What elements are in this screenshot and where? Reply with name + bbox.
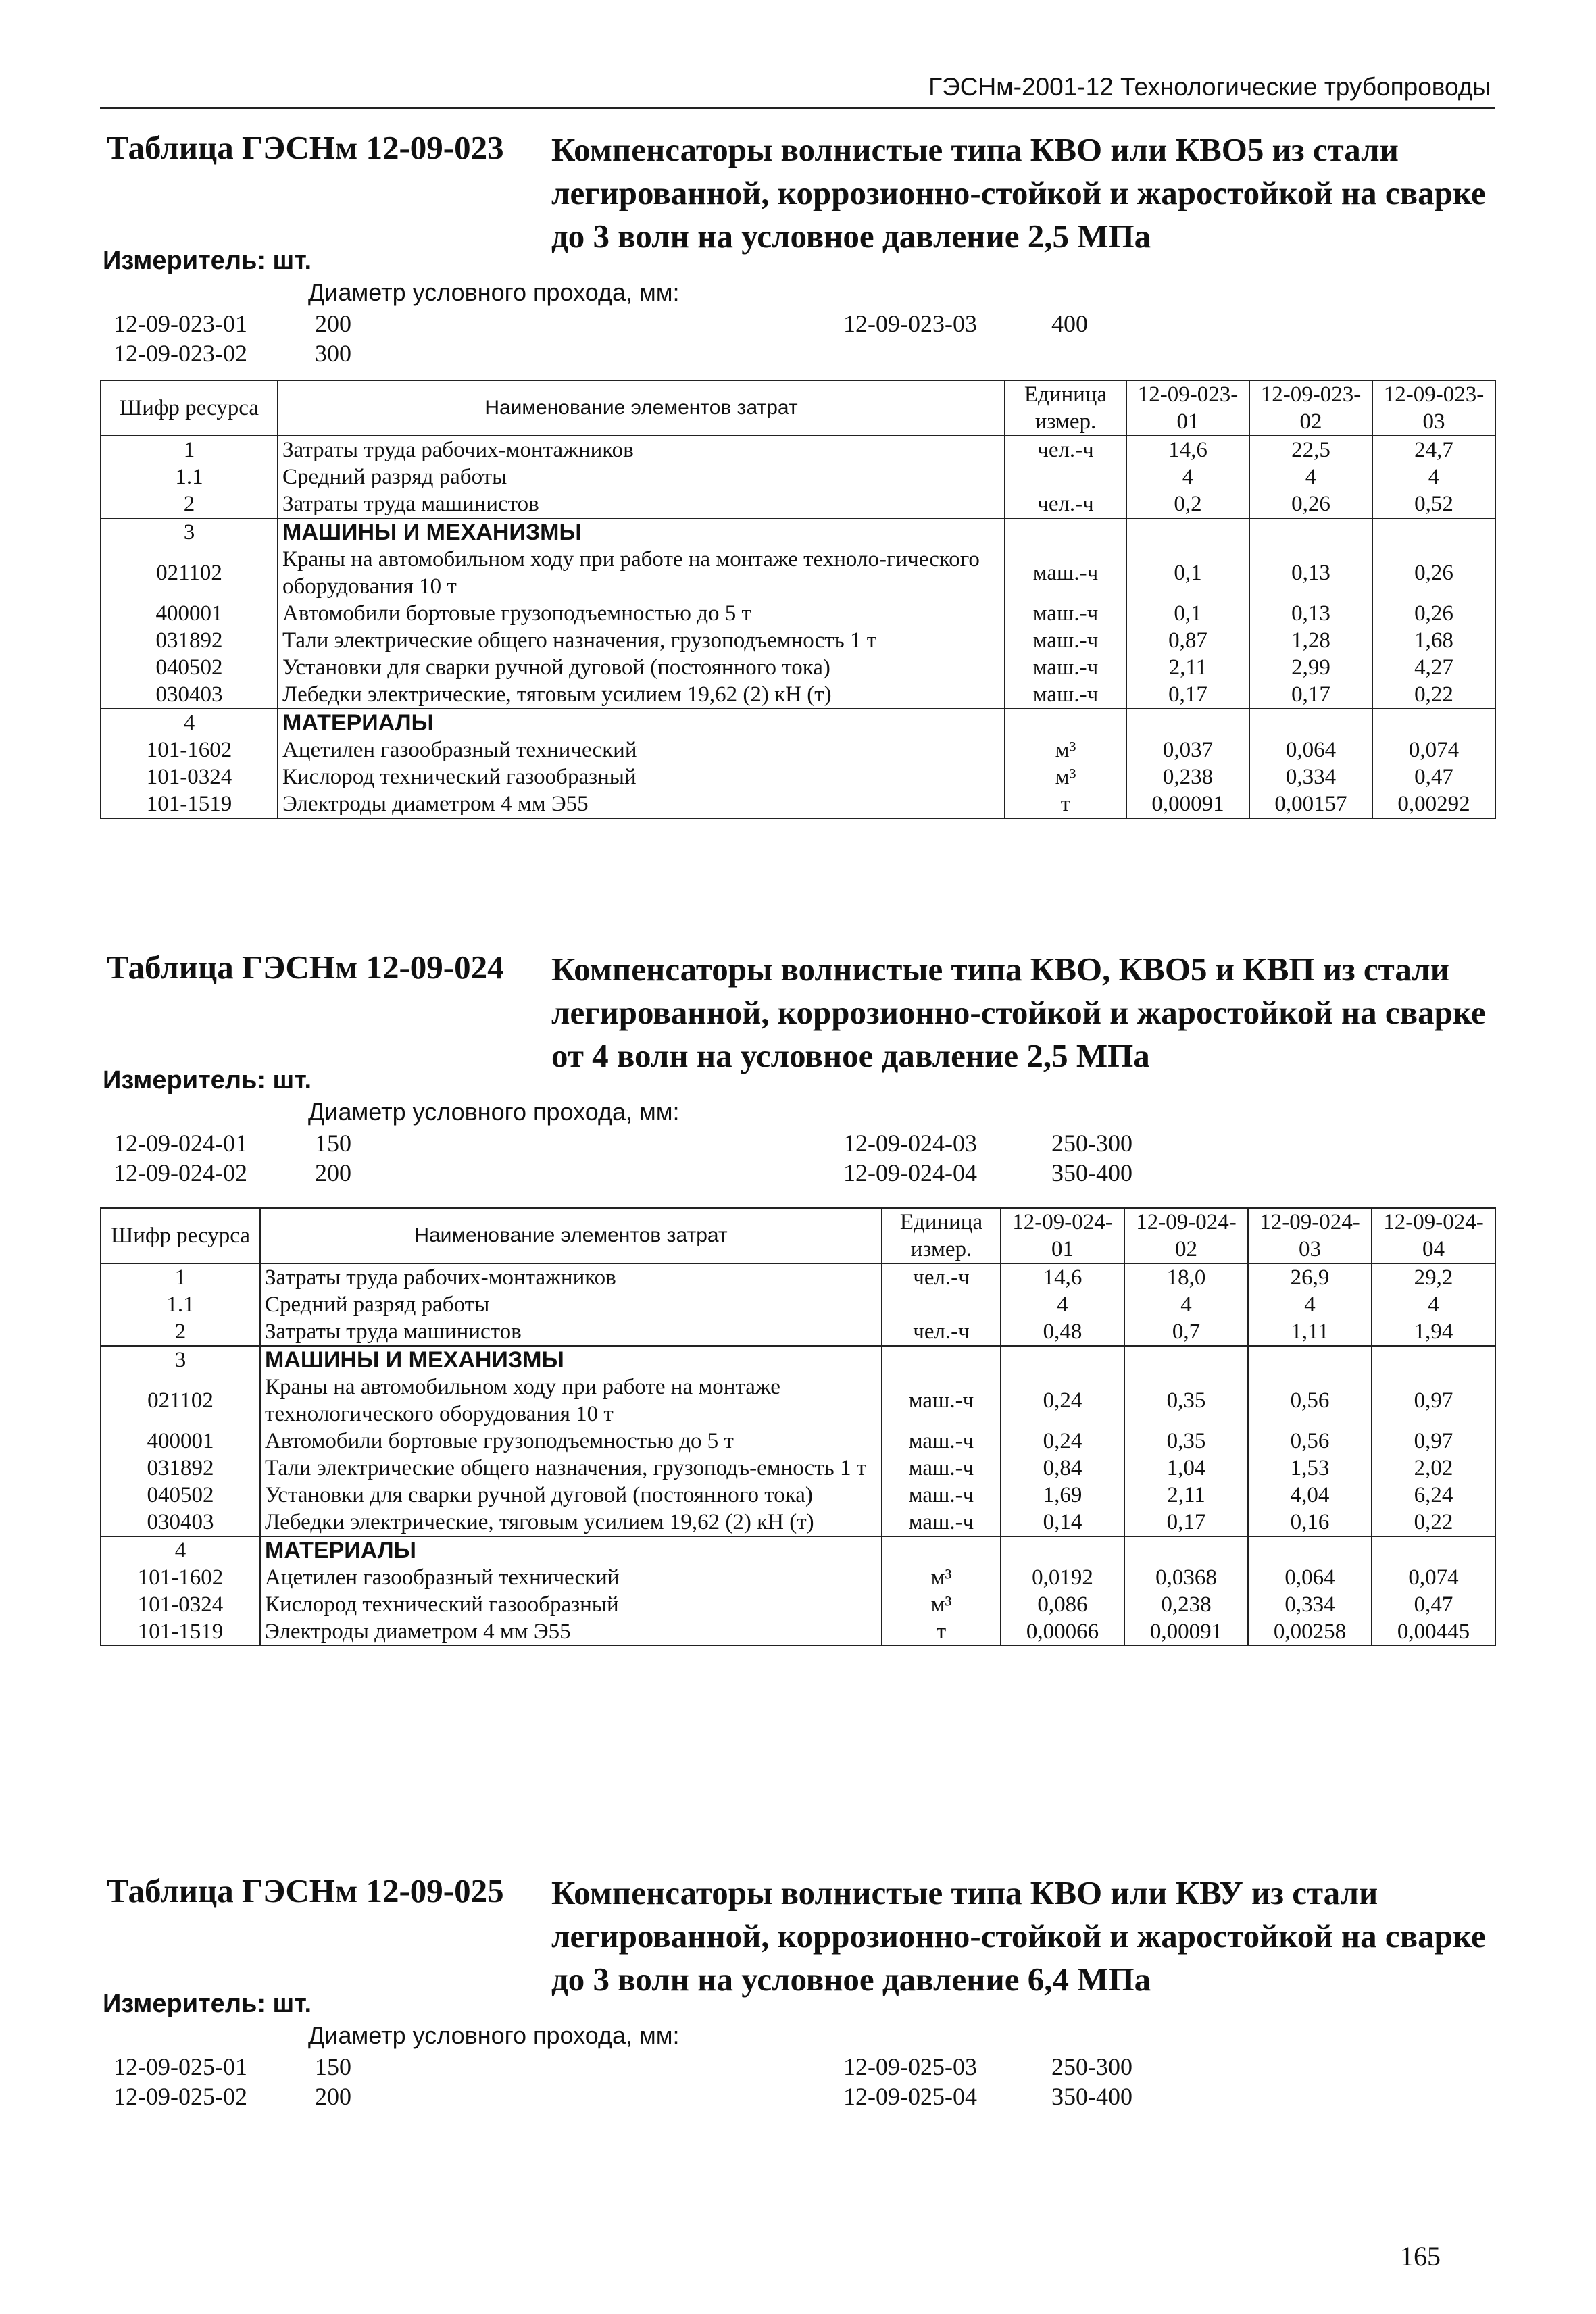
resource-name-cell: Установки для сварки ручной дуговой (постоянного тока) [278,654,1005,681]
norm-value-cell: 4,27 [1372,654,1495,681]
table-row [101,736,1495,763]
norm-value-cell [1001,1346,1124,1374]
table-block-023 [100,128,1495,819]
norm-value-cell: 0,56 [1248,1374,1372,1428]
diameter-value: 150 [315,2053,351,2080]
diameter-value: 350-400 [1051,2083,1132,2110]
resource-code-cell: 4 [101,1536,260,1564]
col-header-code: Шифр ресурса [101,380,278,436]
resource-name-cell: Лебедки электрические, тяговым усилием 19,62 (2) кН (т) [278,681,1005,709]
table-row [101,1428,1495,1455]
diameter-heading: Диаметр условного прохода, мм: [308,2021,680,2049]
unit-cell: маш.-ч [1005,681,1126,709]
unit-cell: т [882,1618,1001,1646]
table-caption: Компенсаторы волнистые типа КВО, КВО5 и КВП из стали легированной, коррозионно-стойкой и жаростойкой на сварке от 4 волн на условное давление 2,5 МПа [551,951,1486,1074]
diameter-code: 12-09-024-03 [843,1130,977,1157]
norm-value-cell: 0,064 [1249,736,1372,763]
diameter-code: 12-09-025-02 [114,2083,247,2110]
table-row [101,763,1495,790]
unit-cell [882,1291,1001,1318]
norm-value-cell: 0,16 [1248,1509,1372,1536]
resource-name-cell: Краны на автомобильном ходу при работе на монтаже техноло-гического оборудования 10 т [278,546,1005,600]
unit-cell: маш.-ч [882,1374,1001,1428]
table-row [101,600,1495,627]
resource-code-cell: 030403 [101,1509,260,1536]
diameter-list [100,278,1495,380]
norm-value-cell: 2,02 [1372,1455,1495,1482]
unit-cell: чел.-ч [882,1263,1001,1291]
resource-name-cell: Затраты труда машинистов [278,491,1005,518]
norm-value-cell: 1,53 [1248,1455,1372,1482]
norm-value-cell: 4 [1001,1291,1124,1318]
col-header-norm: 12-09-023-01 [1126,380,1249,436]
diameter-code: 12-09-025-04 [843,2083,977,2110]
resource-code-cell: 101-1602 [101,736,278,763]
unit-cell: чел.-ч [882,1318,1001,1346]
section-row [101,518,1495,546]
norm-value-cell: 22,5 [1249,436,1372,463]
section-row [101,1346,1495,1374]
resource-code-cell: 1.1 [101,1291,260,1318]
resource-table [100,380,1496,819]
resource-name-cell: Затраты труда рабочих-монтажников [260,1263,882,1291]
norm-value-cell: 0,00091 [1126,790,1249,818]
norm-value-cell: 0,1 [1126,600,1249,627]
table-row [101,1509,1495,1536]
norm-value-cell: 0,97 [1372,1428,1495,1455]
table-row [101,1564,1495,1591]
resource-name-cell: Автомобили бортовые грузоподъемностью до 5 т [278,600,1005,627]
diameter-code: 12-09-024-02 [114,1159,247,1186]
table-row [101,627,1495,654]
unit-cell: чел.-ч [1005,436,1126,463]
norm-value-cell: 4,04 [1248,1482,1372,1509]
norm-value-cell: 0,13 [1249,546,1372,600]
unit-cell [1005,518,1126,546]
table-row [101,654,1495,681]
norm-value-cell: 6,24 [1372,1482,1495,1509]
resource-name-cell: Тали электрические общего назначения, грузоподъ-емность 1 т [260,1455,882,1482]
norm-value-cell: 0,35 [1124,1374,1248,1428]
norm-value-cell: 0,14 [1001,1509,1124,1536]
diameter-code: 12-09-024-04 [843,1159,977,1186]
norm-value-cell [1248,1536,1372,1564]
norm-value-cell: 1,69 [1001,1482,1124,1509]
section-row [101,1536,1495,1564]
norm-value-cell: 4 [1248,1291,1372,1318]
resource-name-cell: Краны на автомобильном ходу при работе на монтаже технологического оборудования 10 т [260,1374,882,1428]
resource-code-cell: 1.1 [101,463,278,491]
diameter-list [100,2021,1495,2116]
unit-cell [882,1346,1001,1374]
norm-value-cell: 0,22 [1372,681,1495,709]
norm-value-cell: 0,26 [1249,491,1372,518]
unit-cell: м³ [1005,736,1126,763]
table-row [101,491,1495,518]
table-title [100,128,1495,255]
unit-cell: маш.-ч [882,1509,1001,1536]
norm-value-cell [1124,1346,1248,1374]
col-header-norm: 12-09-024-01 [1001,1208,1124,1263]
col-header-unit: Единица измер. [882,1208,1001,1263]
norm-value-cell: 0,13 [1249,600,1372,627]
resource-table [100,1207,1496,1646]
measurer-label: Измеритель: шт. [103,247,312,275]
resource-code-cell: 400001 [101,600,278,627]
unit-cell: т [1005,790,1126,818]
resource-name-cell: Затраты труда рабочих-монтажников [278,436,1005,463]
running-header-text: ГЭСНм-2001-12 Технологические трубопроводы [928,73,1491,101]
table-body [101,1263,1495,1646]
norm-value-cell: 0,238 [1124,1591,1248,1618]
diameter-code: 12-09-023-02 [114,340,247,367]
resource-code-cell: 101-1602 [101,1564,260,1591]
norm-value-cell: 0,17 [1249,681,1372,709]
norm-value-cell: 0,97 [1372,1374,1495,1428]
resource-code-cell: 1 [101,436,278,463]
resource-name-cell: Установки для сварки ручной дуговой (постоянного тока) [260,1482,882,1509]
resource-code-cell: 021102 [101,1374,260,1428]
norm-value-cell: 4 [1372,463,1495,491]
norm-value-cell: 0,48 [1001,1318,1124,1346]
running-header [100,70,1495,109]
resource-name-cell: МАТЕРИАЛЫ [260,1536,882,1564]
resource-code-cell: 031892 [101,627,278,654]
resource-code-cell: 101-0324 [101,1591,260,1618]
norm-value-cell: 1,68 [1372,627,1495,654]
diameter-heading: Диаметр условного прохода, мм: [308,278,680,306]
norm-value-cell: 1,28 [1249,627,1372,654]
norm-value-cell: 2,11 [1126,654,1249,681]
norm-value-cell: 0,238 [1126,763,1249,790]
table-label: Таблица ГЭСНм 12-09-024 [107,949,504,986]
table-row [101,1374,1495,1428]
table-row [101,1291,1495,1318]
diameter-value: 250-300 [1051,1130,1132,1157]
unit-cell: м³ [882,1591,1001,1618]
table-caption: Компенсаторы волнистые типа КВО или КВО5 из стали легированной, коррозионно-стойкой и жаростойкой на сварке до 3 волн на условное давление 2,5 МПа [551,131,1486,255]
table-row [101,1482,1495,1509]
col-header-norm: 12-09-023-02 [1249,380,1372,436]
unit-cell [882,1536,1001,1564]
col-header-norm: 12-09-024-03 [1248,1208,1372,1263]
norm-value-cell: 24,7 [1372,436,1495,463]
table-block-025 [100,1871,1495,2116]
unit-cell: маш.-ч [882,1428,1001,1455]
table-header [101,380,1495,436]
norm-value-cell: 0,334 [1248,1591,1372,1618]
diameter-heading: Диаметр условного прохода, мм: [308,1098,680,1126]
table-row [101,1263,1495,1291]
col-header-norm: 12-09-024-04 [1372,1208,1495,1263]
resource-name-cell: Автомобили бортовые грузоподъемностью до 5 т [260,1428,882,1455]
norm-value-cell: 0,47 [1372,1591,1495,1618]
diameter-code: 12-09-023-01 [114,310,247,337]
norm-value-cell: 0,00157 [1249,790,1372,818]
norm-value-cell: 18,0 [1124,1263,1248,1291]
table-caption: Компенсаторы волнистые типа КВО или КВУ из стали легированной, коррозионно-стойкой и жаростойкой на сварке до 3 волн на условное давление 6,4 МПа [551,1874,1486,1998]
resource-name-cell: Средний разряд работы [260,1291,882,1318]
table-label: Таблица ГЭСНм 12-09-025 [107,1872,504,1909]
norm-value-cell: 0,22 [1372,1509,1495,1536]
table-row [101,546,1495,600]
col-header-name: Наименование элементов затрат [260,1208,882,1263]
resource-name-cell: Кислород технический газообразный [278,763,1005,790]
norm-value-cell [1124,1536,1248,1564]
diameter-value: 400 [1051,310,1088,337]
resource-code-cell: 021102 [101,546,278,600]
norm-value-cell: 0,56 [1248,1428,1372,1455]
resource-code-cell: 1 [101,1263,260,1291]
resource-code-cell: 400001 [101,1428,260,1455]
resource-code-cell: 3 [101,518,278,546]
norm-value-cell [1126,709,1249,736]
norm-value-cell: 0,84 [1001,1455,1124,1482]
resource-name-cell: Кислород технический газообразный [260,1591,882,1618]
norm-value-cell: 0,47 [1372,763,1495,790]
norm-value-cell: 4 [1124,1291,1248,1318]
resource-name-cell: Электроды диаметром 4 мм Э55 [278,790,1005,818]
norm-value-cell: 0,00445 [1372,1618,1495,1646]
col-header-name: Наименование элементов затрат [278,380,1005,436]
norm-value-cell [1248,1346,1372,1374]
resource-name-cell: Ацетилен газообразный технический [260,1564,882,1591]
table-title [100,1871,1495,1998]
norm-value-cell: 2,99 [1249,654,1372,681]
unit-cell: маш.-ч [882,1482,1001,1509]
norm-value-cell: 0,074 [1372,736,1495,763]
unit-cell [1005,709,1126,736]
norm-value-cell: 0,2 [1126,491,1249,518]
norm-value-cell: 0,00091 [1124,1618,1248,1646]
diameter-value: 250-300 [1051,2053,1132,2080]
unit-cell [1005,463,1126,491]
norm-value-cell: 0,00066 [1001,1618,1124,1646]
norm-value-cell: 0,0368 [1124,1564,1248,1591]
col-header-norm: 12-09-024-02 [1124,1208,1248,1263]
norm-value-cell: 0,074 [1372,1564,1495,1591]
unit-cell: чел.-ч [1005,491,1126,518]
resource-name-cell: Ацетилен газообразный технический [278,736,1005,763]
norm-value-cell: 0,00292 [1372,790,1495,818]
resource-code-cell: 101-1519 [101,790,278,818]
norm-value-cell [1126,518,1249,546]
table-row [101,436,1495,463]
resource-name-cell: МАТЕРИАЛЫ [278,709,1005,736]
norm-value-cell: 0,52 [1372,491,1495,518]
norm-value-cell [1372,709,1495,736]
unit-cell: маш.-ч [882,1455,1001,1482]
norm-value-cell [1372,1346,1495,1374]
norm-value-cell [1001,1536,1124,1564]
norm-value-cell [1249,709,1372,736]
unit-cell: м³ [1005,763,1126,790]
norm-value-cell: 0,064 [1248,1564,1372,1591]
resource-code-cell: 031892 [101,1455,260,1482]
diameter-code: 12-09-025-01 [114,2053,247,2080]
unit-cell: м³ [882,1564,1001,1591]
diameter-value: 200 [315,2083,351,2110]
norm-value-cell: 0,26 [1372,600,1495,627]
norm-value-cell: 4 [1126,463,1249,491]
diameter-value: 150 [315,1130,351,1157]
diameter-code: 12-09-025-03 [843,2053,977,2080]
resource-code-cell: 3 [101,1346,260,1374]
table-row [101,1591,1495,1618]
norm-value-cell: 0,334 [1249,763,1372,790]
resource-code-cell: 2 [101,491,278,518]
resource-name-cell: Затраты труда машинистов [260,1318,882,1346]
col-header-unit: Единица измер. [1005,380,1126,436]
resource-name-cell: Тали электрические общего назначения, грузоподъемность 1 т [278,627,1005,654]
norm-value-cell: 0,086 [1001,1591,1124,1618]
norm-value-cell: 0,00258 [1248,1618,1372,1646]
unit-cell: маш.-ч [1005,627,1126,654]
norm-value-cell: 29,2 [1372,1263,1495,1291]
section-row [101,709,1495,736]
norm-value-cell: 0,87 [1126,627,1249,654]
table-row [101,463,1495,491]
diameter-list [100,1098,1495,1207]
resource-code-cell: 4 [101,709,278,736]
norm-value-cell: 2,11 [1124,1482,1248,1509]
norm-value-cell [1249,518,1372,546]
resource-code-cell: 101-1519 [101,1618,260,1646]
norm-value-cell: 1,11 [1248,1318,1372,1346]
norm-value-cell: 0,7 [1124,1318,1248,1346]
table-row [101,790,1495,818]
col-header-code: Шифр ресурса [101,1208,260,1263]
norm-value-cell: 0,35 [1124,1428,1248,1455]
diameter-code: 12-09-023-03 [843,310,977,337]
table-header [101,1208,1495,1263]
measurer-label: Измеритель: шт. [103,1066,312,1095]
resource-code-cell: 030403 [101,681,278,709]
norm-value-cell: 0,17 [1126,681,1249,709]
table-row [101,681,1495,709]
resource-name-cell: Лебедки электрические, тяговым усилием 19,62 (2) кН (т) [260,1509,882,1536]
page-number: 165 [1400,2241,1441,2271]
norm-value-cell [1372,1536,1495,1564]
resource-code-cell: 2 [101,1318,260,1346]
diameter-value: 300 [315,340,351,367]
unit-cell: маш.-ч [1005,654,1126,681]
unit-cell: маш.-ч [1005,600,1126,627]
table-row [101,1455,1495,1482]
table-label: Таблица ГЭСНм 12-09-023 [107,129,504,166]
measurer-label: Измеритель: шт. [103,1990,312,2018]
norm-value-cell: 0,1 [1126,546,1249,600]
table-title [100,948,1495,1074]
norm-value-cell: 4 [1372,1291,1495,1318]
norm-value-cell: 1,94 [1372,1318,1495,1346]
unit-cell: маш.-ч [1005,546,1126,600]
resource-code-cell: 101-0324 [101,763,278,790]
norm-value-cell: 1,04 [1124,1455,1248,1482]
resource-code-cell: 040502 [101,1482,260,1509]
table-row [101,1318,1495,1346]
norm-value-cell [1372,518,1495,546]
table-block-024 [100,948,1495,1646]
norm-value-cell: 0,17 [1124,1509,1248,1536]
resource-name-cell: МАШИНЫ И МЕХАНИЗМЫ [278,518,1005,546]
norm-value-cell: 4 [1249,463,1372,491]
norm-value-cell: 14,6 [1126,436,1249,463]
resource-code-cell: 040502 [101,654,278,681]
diameter-value: 200 [315,1159,351,1186]
col-header-norm: 12-09-023-03 [1372,380,1495,436]
resource-name-cell: Электроды диаметром 4 мм Э55 [260,1618,882,1646]
norm-value-cell: 0,0192 [1001,1564,1124,1591]
table-body [101,436,1495,818]
norm-value-cell: 0,26 [1372,546,1495,600]
norm-value-cell: 0,24 [1001,1374,1124,1428]
norm-value-cell: 26,9 [1248,1263,1372,1291]
diameter-code: 12-09-024-01 [114,1130,247,1157]
diameter-value: 350-400 [1051,1159,1132,1186]
resource-name-cell: МАШИНЫ И МЕХАНИЗМЫ [260,1346,882,1374]
norm-value-cell: 0,24 [1001,1428,1124,1455]
norm-value-cell: 14,6 [1001,1263,1124,1291]
resource-name-cell: Средний разряд работы [278,463,1005,491]
table-row [101,1618,1495,1646]
norm-value-cell: 0,037 [1126,736,1249,763]
diameter-value: 200 [315,310,351,337]
